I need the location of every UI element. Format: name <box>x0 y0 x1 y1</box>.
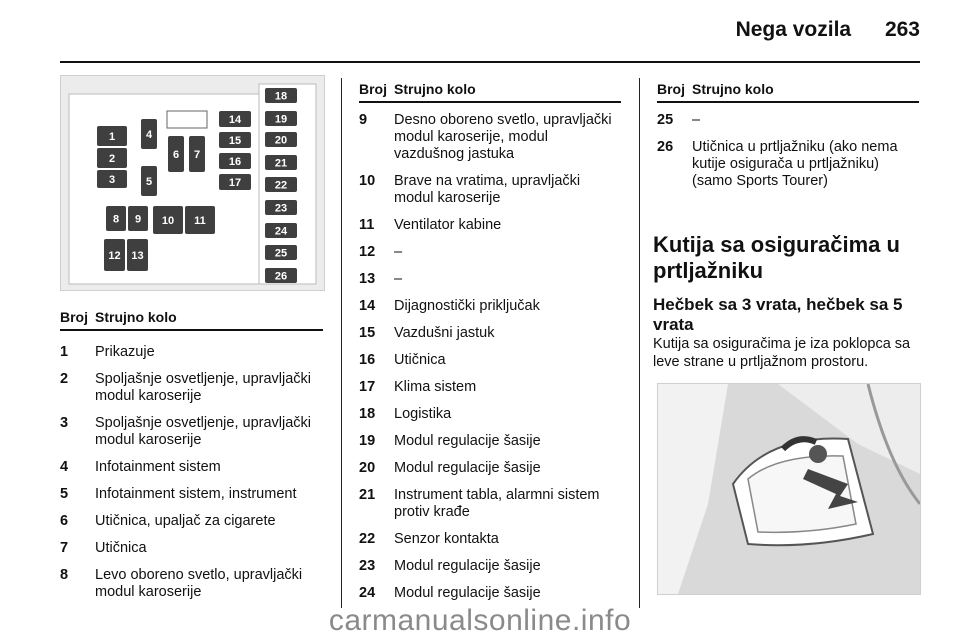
col-circuit-header: Strujno kolo <box>95 309 177 325</box>
fuse-table-3 <box>657 81 919 200</box>
fuse-slot <box>219 132 251 148</box>
col-number-header: Broj <box>657 81 685 97</box>
fuse-label: 23 <box>274 202 288 215</box>
table-row <box>359 173 621 207</box>
fuse-slot <box>265 177 297 192</box>
table-row <box>359 585 621 602</box>
table-row <box>60 371 323 405</box>
table-row <box>359 487 621 521</box>
col-number-header: Broj <box>359 81 387 97</box>
fuse-label: 11 <box>194 215 206 227</box>
fuse-number: 15 <box>359 325 376 341</box>
fuse-label: 19 <box>274 113 288 126</box>
circuit-description: Utičnica u prtljažniku (ako nema kutije osigurača u prtljažniku) (samo Sports Tourer) <box>692 139 898 189</box>
table-row <box>359 298 621 315</box>
table-row <box>359 460 621 477</box>
fuse-box-diagram <box>60 75 325 291</box>
fuse-number: 6 <box>60 513 69 529</box>
trunk-illustration <box>658 384 920 594</box>
circuit-description: – <box>692 112 701 128</box>
fuse-slot <box>219 111 251 127</box>
circuit-description: – <box>394 244 403 260</box>
fuse-slot <box>219 153 251 169</box>
fuse-number: 18 <box>359 406 376 422</box>
fuse-slot <box>265 88 297 103</box>
fuse-number: 10 <box>359 173 376 189</box>
section-name: Nega vozila <box>735 18 852 41</box>
fuse-table-2 <box>359 81 621 612</box>
table-row <box>359 406 621 423</box>
fuse-label: 12 <box>108 250 121 262</box>
table-row <box>359 433 621 450</box>
table-row <box>657 139 919 190</box>
fuse-number: 11 <box>359 217 375 233</box>
fuse-label: 24 <box>274 225 288 238</box>
fuse-number: 5 <box>60 486 69 502</box>
fuse-number: 16 <box>359 352 376 368</box>
table-header <box>657 81 919 103</box>
subsection-title: Hečbek sa 3 vrata, hečbek sa 5 vrata <box>653 295 903 334</box>
circuit-description: Modul regulacije šasije <box>394 433 541 449</box>
circuit-description: Levo oboreno svetlo, upravljački modul karoserije <box>95 567 303 600</box>
table-header <box>359 81 621 103</box>
fuse-label: 15 <box>228 135 242 147</box>
fuse-label: 21 <box>274 157 288 170</box>
circuit-description: Prikazuje <box>95 344 155 360</box>
table-header <box>60 309 323 331</box>
table-row <box>359 325 621 342</box>
header-rule <box>60 61 920 63</box>
fuse-label: 25 <box>274 247 288 260</box>
table-row <box>359 244 621 261</box>
column-divider <box>341 78 342 608</box>
fuse-number: 4 <box>60 459 69 475</box>
circuit-description: Utičnica <box>95 540 147 556</box>
fuse-number: 14 <box>359 298 376 314</box>
fuse-slot <box>168 136 184 172</box>
fuse-number: 2 <box>60 371 69 387</box>
circuit-description: Dijagnostički priključak <box>394 298 540 314</box>
fuse-label: 9 <box>134 213 142 226</box>
fuse-label: 18 <box>274 90 288 103</box>
circuit-description: Utičnica <box>394 352 446 368</box>
fuse-slot <box>106 206 126 231</box>
table-row <box>60 540 323 557</box>
table-row <box>359 352 621 369</box>
fuse-slot <box>265 132 297 147</box>
circuit-description: – <box>394 271 403 287</box>
fuse-label: 26 <box>274 270 288 283</box>
fuse-number: 23 <box>359 558 376 574</box>
fuse-number: 1 <box>60 344 69 360</box>
circuit-description: Desno oboreno svetlo, upravljački modul karoserije, modul vazdušnog jastuka <box>394 112 612 162</box>
fuse-slot <box>265 155 297 170</box>
fuse-slot <box>265 268 297 283</box>
fuse-box-svg <box>61 76 324 290</box>
fuse-label: 16 <box>228 156 242 168</box>
fuse-label: 5 <box>145 176 153 188</box>
column-divider <box>639 78 640 608</box>
circuit-description: Modul regulacije šasije <box>394 460 541 476</box>
fuse-number: 25 <box>657 112 674 128</box>
fuse-label: 14 <box>228 114 242 126</box>
trunk-fuse-section <box>653 232 923 371</box>
fuse-slot <box>127 239 148 271</box>
fuse-label: 10 <box>161 215 175 227</box>
fuse-slot <box>153 206 183 234</box>
fuse-slot <box>97 170 127 188</box>
circuit-description: Senzor kontakta <box>394 531 499 547</box>
fuse-number: 12 <box>359 244 376 260</box>
fuse-number: 19 <box>359 433 376 449</box>
circuit-description: Modul regulacije šasije <box>394 585 541 601</box>
section-title: Kutija sa osiguračima u prtljažniku <box>653 232 900 283</box>
table-row <box>60 415 323 449</box>
fuse-slot <box>265 111 297 126</box>
fuse-number: 24 <box>359 585 376 601</box>
fuse-label: 8 <box>112 213 120 226</box>
fuse-number: 13 <box>359 271 376 287</box>
col-circuit-header: Strujno kolo <box>692 81 774 97</box>
fuse-label: 22 <box>274 179 288 192</box>
circuit-description: Instrument tabla, alarmni sistem protiv krađe <box>394 487 600 520</box>
fuse-number: 26 <box>657 139 674 155</box>
table-row <box>60 344 323 361</box>
table-row <box>359 558 621 575</box>
table-row <box>60 486 323 503</box>
circuit-description: Brave na vratima, upravljački modul karoserije <box>394 173 581 206</box>
fuse-slot <box>189 136 205 172</box>
fuse-number: 3 <box>60 415 69 431</box>
col-circuit-header: Strujno kolo <box>394 81 476 97</box>
fuse-slot <box>97 148 127 168</box>
table-row <box>657 112 919 129</box>
circuit-description: Infotainment sistem, instrument <box>95 486 297 502</box>
fuse-label: 3 <box>108 174 116 186</box>
fuse-label: 6 <box>172 149 180 161</box>
table-row <box>359 379 621 396</box>
fuse-slot <box>141 166 157 196</box>
fuse-slot <box>265 200 297 215</box>
circuit-description: Spoljašnje osvetljenje, upravljački modul karoserije <box>95 415 312 448</box>
watermark: carmanualsonline.info <box>328 604 632 637</box>
col-number-header: Broj <box>60 309 88 325</box>
circuit-description: Logistika <box>394 406 452 422</box>
circuit-description: Klima sistem <box>394 379 477 395</box>
table-row <box>60 459 323 476</box>
circuit-description: Ventilator kabine <box>394 217 502 233</box>
fuse-slot <box>265 223 297 238</box>
fuse-number: 20 <box>359 460 376 476</box>
table-row <box>60 513 323 530</box>
table-row <box>359 271 621 288</box>
fuse-number: 8 <box>60 567 69 583</box>
trunk-fuse-cover-photo <box>657 383 921 595</box>
fuse-number: 21 <box>359 487 376 503</box>
fuse-slot <box>219 174 251 190</box>
page-header <box>736 18 920 42</box>
fuse-label: 2 <box>108 153 116 165</box>
fuse-slot <box>141 119 157 149</box>
fuse-slot <box>185 206 215 234</box>
circuit-description: Modul regulacije šasije <box>394 558 541 574</box>
page-number: 263 <box>884 18 920 41</box>
table-row <box>359 217 621 234</box>
table-row <box>60 567 323 601</box>
subsection-text: Kutija sa osiguračima je iza poklopca sa leve strane u prtljažnom prostoru. <box>653 336 911 370</box>
table-row <box>359 112 621 163</box>
fuse-number: 9 <box>359 112 368 128</box>
table-row <box>359 531 621 548</box>
cover-clip <box>809 445 827 463</box>
fuse-number: 7 <box>60 540 69 556</box>
fuse-label: 13 <box>131 250 144 262</box>
circuit-description: Spoljašnje osvetljenje, upravljački modul karoserije <box>95 371 312 404</box>
fuse-label: 20 <box>274 134 288 147</box>
fuse-label: 7 <box>193 149 201 161</box>
circuit-description: Infotainment sistem <box>95 459 221 475</box>
fuse-slot <box>97 126 127 146</box>
fuse-slot <box>265 245 297 260</box>
fuse-label: 17 <box>228 177 242 189</box>
circuit-description: Vazdušni jastuk <box>394 325 495 341</box>
fuse-slot <box>128 206 148 231</box>
fuse-label: 4 <box>145 129 153 141</box>
fuse-number: 17 <box>359 379 376 395</box>
fuse-number: 22 <box>359 531 376 547</box>
fuse-table-1 <box>60 309 323 611</box>
circuit-description: Utičnica, upaljač za cigarete <box>95 513 276 529</box>
fuse-slot <box>104 239 125 271</box>
fuse-label: 1 <box>108 131 116 143</box>
